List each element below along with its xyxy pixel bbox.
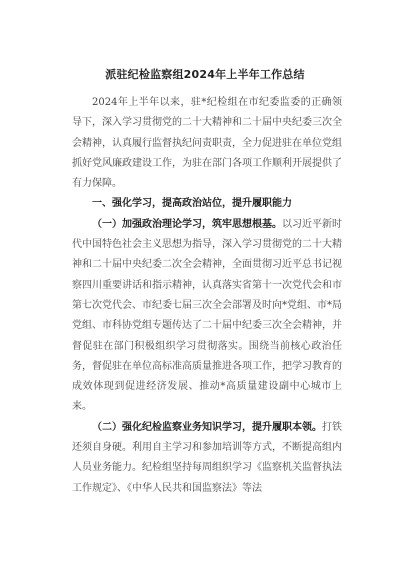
section-heading-1: 一、强化学习，提高政治站位，提升履职能力 — [92, 198, 292, 210]
subsection-text-2: 打铁还须自身硬。利用自主学习和参加培训等方式，不断提高组内人员业务能力。纪检组坚持每周组织学习《监察机关监督执法工作规定》、《中华人民共和国监察法》等法 — [72, 421, 342, 494]
document-body — [72, 93, 342, 499]
subsection-heading-1: （一）加强政治理论学习，筑牢思想根基。 — [92, 218, 282, 230]
subsection-heading-2: （二）强化纪检监察业务知识学习，提升履职本领。 — [92, 421, 322, 433]
subsection-paragraph-1 — [72, 215, 342, 418]
subsection-text-1: 以习近平新时代中国特色社会主义思想为指导，深入学习贯彻党的二十大精神和二十届中央纪委二次全会精神，全面贯彻习近平总书记视察四川重要讲话和指示精神，认真落实省第十一次党代会和市第七次党代会、市纪委七届三次全会部署及时向*党组、市*局党组、市科协党组专题传达了二十届中纪委三次全会精神，并督促驻在部门积极组织学习贯彻落实。围绕当前核心政治任务，督促驻在单位高标准高质量推进各项工作，把学习教育的成效体现到促进经济发展、推动*高质量建设副中心城市上来。 — [72, 218, 342, 413]
subsection-paragraph-2 — [72, 418, 342, 499]
intro-paragraph: 2024年上半年以来，驻*纪检组在市纪委监委的正确领导下，深入学习贯彻党的二十大精神和二十届中央纪委三次全会精神，认真履行监督执纪问责职责，全力促进驻在单位党组抓好党风廉政建设工作，为驻在部门各项工作顺利开展提供了有力保障。 — [72, 97, 342, 190]
document-title: 派驻纪检监察组2024年上半年工作总结 — [105, 68, 305, 81]
